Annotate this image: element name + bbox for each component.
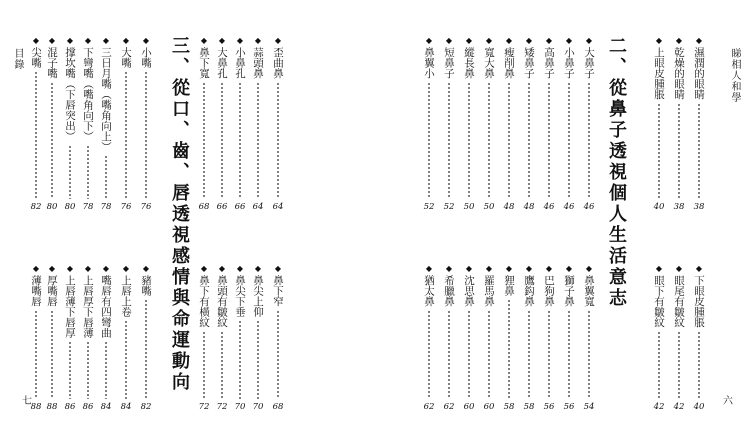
toc-entry[interactable]: ◆ 高鼻子 46 (543, 36, 555, 212)
toc-entry[interactable]: ◆ 大鼻孔 66 (216, 36, 228, 212)
toc-entry[interactable]: ◆ 矮鼻子 48 (523, 36, 535, 212)
toc-entry[interactable]: ◆ 下彎嘴（嘴角向下） 78 (82, 36, 94, 212)
toc-column (214, 36, 230, 426)
toc-column (691, 36, 707, 426)
toc-entry[interactable]: ◆ 狸鼻 58 (503, 264, 515, 412)
left-page-runner: 目錄 (12, 48, 23, 70)
section-heading-3: 三、從口、齒、唇透視感情與命運動向 (169, 36, 190, 393)
toc-column (62, 36, 78, 426)
toc-entry[interactable]: ◆ 大鼻子 46 (583, 36, 595, 212)
toc-entry[interactable]: ◆ 寬大鼻 50 (483, 36, 495, 212)
toc-entry[interactable]: ◆ 鼻翼小 52 (423, 36, 435, 212)
toc-entry[interactable]: ◆ 巴狗鼻 56 (543, 264, 555, 412)
right-page-runner: 睇相人和學 (729, 48, 740, 103)
toc-entry[interactable]: ◆ 小鼻子 46 (563, 36, 575, 212)
toc-column (421, 36, 437, 426)
toc-entry[interactable]: ◆ 鼻下窄 68 (272, 264, 284, 412)
toc-column (461, 36, 477, 426)
toc-column (441, 36, 457, 426)
toc-entry[interactable]: ◆ 羅馬鼻 60 (483, 264, 495, 412)
toc-column (561, 36, 577, 426)
toc-entry[interactable]: ◆ 沈思鼻 60 (463, 264, 475, 412)
toc-entry[interactable]: ◆ 上唇厚下唇薄 86 (82, 264, 94, 412)
toc-entry[interactable]: ◆ 乾燥的眼睛 38 (673, 36, 685, 212)
toc-entry[interactable]: ◆ 三日月嘴（嘴角向上） 78 (100, 36, 112, 212)
toc-column (270, 36, 286, 426)
toc-entry[interactable]: ◆ 希臘鼻 62 (443, 264, 455, 412)
right-page (375, 0, 750, 436)
toc-column (118, 36, 134, 426)
toc-entry[interactable]: ◆ 眼下有皺紋 42 (653, 264, 665, 412)
toc-column (98, 36, 114, 426)
right-page-folio: 六 (723, 396, 733, 407)
toc-column (44, 36, 60, 426)
toc-entry[interactable]: ◆ 薄嘴唇 88 (30, 264, 42, 412)
toc-entry[interactable]: ◆ 撑坎嘴（下唇突出） 80 (64, 36, 76, 212)
toc-entry[interactable]: ◆ 鼻尖下垂 70 (234, 264, 246, 412)
toc-entry[interactable]: ◆ 上眼皮腫脹 40 (653, 36, 665, 212)
toc-entry[interactable]: ◆ 猶太鼻 62 (423, 264, 435, 412)
toc-entry[interactable]: ◆ 鼻頭有皺紋 72 (216, 264, 228, 412)
toc-entry[interactable]: ◆ 下眼皮腫脹 40 (693, 264, 705, 412)
toc-column (28, 36, 44, 426)
toc-column (80, 36, 96, 426)
toc-entry[interactable]: ◆ 鷹鈎鼻 58 (523, 264, 535, 412)
toc-entry[interactable]: ◆ 鼻翼寬 54 (583, 264, 595, 412)
toc-entry[interactable]: ◆ 豬嘴 82 (140, 264, 152, 412)
toc-entry[interactable]: ◆ 上唇上卷 84 (120, 264, 132, 412)
section-heading-2: 二、從鼻子透視個人生活意志 (606, 36, 627, 309)
toc-entry[interactable]: ◆ 鼻尖上仰 70 (252, 264, 264, 412)
toc-entry[interactable]: ◆ 瘦削鼻 48 (503, 36, 515, 212)
toc-entry[interactable]: ◆ 縱長鼻 50 (463, 36, 475, 212)
toc-entry[interactable]: ◆ 濕潤的眼睛 38 (693, 36, 705, 212)
toc-entry[interactable]: ◆ 短鼻子 52 (443, 36, 455, 212)
toc-entry[interactable]: ◆ 獅子鼻 56 (563, 264, 575, 412)
toc-entry[interactable]: ◆ 蒜頭鼻 64 (252, 36, 264, 212)
toc-entry[interactable]: ◆ 混子嘴 80 (46, 36, 58, 212)
toc-entry[interactable]: ◆ 厚嘴唇 88 (46, 264, 58, 412)
toc-column (481, 36, 497, 426)
toc-entry[interactable]: ◆ 眼尾有皺紋 42 (673, 264, 685, 412)
toc-entry[interactable]: ◆ 嘴唇有四彎曲 84 (100, 264, 112, 412)
toc-entry[interactable]: ◆ 大嘴 76 (120, 36, 132, 212)
toc-column (581, 36, 597, 426)
toc-column (521, 36, 537, 426)
toc-entry[interactable]: ◆ 歪曲鼻 64 (272, 36, 284, 212)
toc-entry[interactable]: ◆ 鼻下寬 68 (198, 36, 210, 212)
toc-column (671, 36, 687, 426)
toc-entry[interactable]: ◆ 小鼻孔 66 (234, 36, 246, 212)
toc-entry[interactable]: ◆ 上唇薄下唇厚 86 (64, 264, 76, 412)
toc-column (250, 36, 266, 426)
toc-column (232, 36, 248, 426)
toc-column (651, 36, 667, 426)
left-page-folio: 七 (22, 396, 32, 407)
toc-entry[interactable]: ◆ 鼻下有橫紋 72 (198, 264, 210, 412)
toc-column (138, 36, 154, 426)
toc-entry[interactable]: ◆ 尖嘴 82 (30, 36, 42, 212)
toc-entry[interactable]: ◆ 小嘴 76 (140, 36, 152, 212)
toc-column (501, 36, 517, 426)
toc-column (196, 36, 212, 426)
toc-column (541, 36, 557, 426)
